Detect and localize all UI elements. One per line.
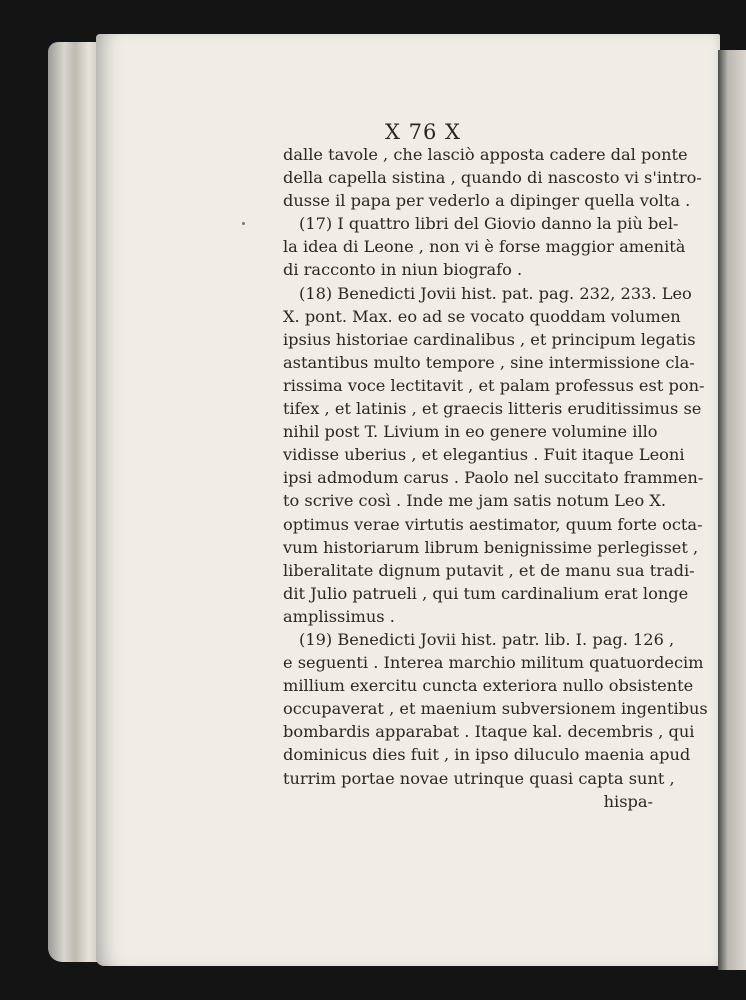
text-line: la idea di Leone , non vi è forse maggior amenità: [283, 237, 686, 257]
text-line: e seguenti . Interea marchio militum quatuordecim: [283, 653, 704, 673]
text-line: dit Julio patrueli , qui tum cardinalium erat longe: [283, 583, 689, 603]
body-text: [283, 143, 708, 813]
text-line: dusse il papa per vederlo a dipinger quella volta .: [283, 191, 691, 211]
text-line: X. pont. Max. eo ad se vocato quoddam volumen: [283, 306, 681, 326]
text-line: millium exercitu cuncta exteriora nullo obsistente: [283, 676, 694, 696]
text-line: ipsius historiae cardinalibus , et principum legatis: [283, 329, 696, 349]
text-line: dalle tavole , che lasciò apposta cadere dal ponte: [283, 145, 688, 164]
text-line: optimus verae virtutis aestimator, quum forte octa-: [283, 514, 703, 534]
text-line: dominicus dies fuit , in ipso diluculo maenia apud: [283, 745, 691, 765]
text-line: bombardis apparabat . Itaque kal. decembris , qui: [283, 722, 695, 742]
text-line: (17) I quattro libri del Giovio danno la più bel-: [299, 214, 679, 234]
text-line: vidisse uberius , et elegantius . Fuit itaque Leoni: [283, 445, 685, 465]
text-line: tifex , et latinis , et graecis litteris eruditissimus se: [283, 399, 702, 419]
text-line: nihil post T. Livium in eo genere volumine illo: [283, 422, 658, 442]
text-line: occupaverat , et maenium subversionem ingentibus: [283, 699, 708, 719]
text-line: liberalitate dignum putavit , et de manu sua tradi-: [283, 560, 695, 580]
text-line: to scrive così . Inde me jam satis notum Leo X.: [283, 491, 667, 511]
ink-speck: [242, 222, 245, 225]
text-line: rissima voce lectitavit , et palam professus est pon-: [283, 375, 705, 395]
text-line: amplissimus .: [283, 606, 395, 626]
facing-page-edge: [718, 50, 746, 970]
text-line: astantibus multo tempore , sine intermissione cla-: [283, 352, 695, 372]
text-line: ipsi admodum carus . Paolo nel succitato frammen-: [283, 468, 704, 488]
text-line: di racconto in niun biografo .: [283, 260, 523, 280]
catchword: hispa-: [603, 791, 653, 811]
text-line: turrim portae novae utrinque quasi capta sunt ,: [283, 768, 675, 788]
text-line: vum historiarum librum benignissime perlegisset ,: [283, 537, 699, 557]
text-line: (18) Benedicti Jovii hist. pat. pag. 232, 233. Leo: [299, 283, 692, 303]
text-line: (19) Benedicti Jovii hist. patr. lib. I. pag. 126 ,: [299, 629, 675, 649]
page-number: X 76 X: [385, 120, 461, 144]
text-line: della capella sistina , quando di nascosto vi s'intro-: [283, 168, 702, 188]
